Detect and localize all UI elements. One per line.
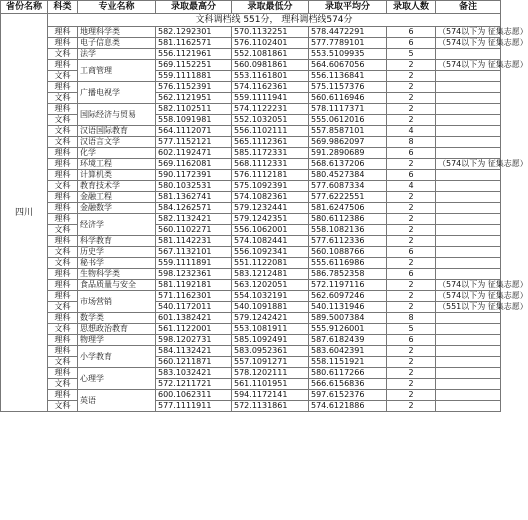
min-score-cell: 556.1062001 [232, 225, 309, 236]
count-cell: 8 [387, 313, 436, 324]
category-cell: 理科 [48, 346, 78, 357]
min-score-cell: 565.1112361 [232, 137, 309, 148]
table-row [1, 93, 501, 104]
category-cell: 理科 [48, 82, 78, 93]
count-cell: 6 [387, 148, 436, 159]
note-cell [436, 49, 501, 60]
count-cell: 8 [387, 137, 436, 148]
min-score-cell: 553.1081911 [232, 324, 309, 335]
major-cell: 地理科学类 [78, 27, 156, 38]
count-cell: 4 [387, 181, 436, 192]
table-row [1, 126, 501, 137]
avg-score-cell: 581.6247506 [309, 203, 387, 214]
table-row [1, 170, 501, 181]
major-cell: 科学教育 [78, 236, 156, 247]
note-cell: （574以下为 征集志愿） [436, 27, 501, 38]
max-score-cell: 581.1362741 [156, 192, 232, 203]
max-score-cell: 556.1121961 [156, 49, 232, 60]
min-score-cell: 557.1091271 [232, 357, 309, 368]
table-row [1, 247, 501, 258]
major-cell: 小学教育 [78, 346, 156, 368]
note-cell [436, 390, 501, 401]
table-row [1, 236, 501, 247]
major-cell: 金融工程 [78, 192, 156, 203]
table-row [1, 269, 501, 280]
header-avg-score: 录取平均分 [309, 1, 387, 14]
category-cell: 文科 [48, 379, 78, 390]
avg-score-cell: 564.6067056 [309, 60, 387, 71]
category-cell: 文科 [48, 324, 78, 335]
table-row [1, 401, 501, 412]
min-score-cell: 578.1202111 [232, 368, 309, 379]
min-score-cell: 576.1102401 [232, 38, 309, 49]
category-cell: 文科 [48, 126, 78, 137]
count-cell: 2 [387, 258, 436, 269]
category-cell: 理科 [48, 368, 78, 379]
avg-score-cell: 558.1082136 [309, 225, 387, 236]
note-cell: （574以下为 征集志愿） [436, 291, 501, 302]
note-cell [436, 170, 501, 181]
control-line-row [1, 14, 501, 27]
avg-score-cell: 577.6222551 [309, 192, 387, 203]
max-score-cell: 582.1292301 [156, 27, 232, 38]
count-cell: 2 [387, 214, 436, 225]
header-category: 科类 [48, 1, 78, 14]
note-cell: （551以下为 征集志愿） [436, 302, 501, 313]
category-cell: 文科 [48, 115, 78, 126]
note-cell [436, 324, 501, 335]
max-score-cell: 590.1172391 [156, 170, 232, 181]
min-score-cell: 563.1202051 [232, 280, 309, 291]
min-score-cell: 583.0952361 [232, 346, 309, 357]
major-cell: 食品质量与安全 [78, 280, 156, 291]
table-row [1, 192, 501, 203]
table-row [1, 379, 501, 390]
avg-score-cell: 562.6097246 [309, 291, 387, 302]
count-cell: 2 [387, 203, 436, 214]
table-row [1, 71, 501, 82]
min-score-cell: 579.1242351 [232, 214, 309, 225]
major-cell: 教育技术学 [78, 181, 156, 192]
note-cell [436, 335, 501, 346]
count-cell: 2 [387, 225, 436, 236]
count-cell: 2 [387, 71, 436, 82]
note-cell [436, 236, 501, 247]
max-score-cell: 540.1172011 [156, 302, 232, 313]
major-cell: 工商管理 [78, 60, 156, 82]
major-cell: 英语 [78, 390, 156, 412]
note-cell: （574以下为 征集志愿） [436, 60, 501, 71]
major-cell: 思想政治教育 [78, 324, 156, 335]
count-cell: 2 [387, 357, 436, 368]
note-cell [436, 126, 501, 137]
note-cell [436, 104, 501, 115]
avg-score-cell: 555.6116986 [309, 258, 387, 269]
header-province: 省份名称 [1, 1, 48, 14]
note-cell: （574以下为 征集志愿） [436, 38, 501, 49]
avg-score-cell: 586.7852358 [309, 269, 387, 280]
count-cell: 2 [387, 302, 436, 313]
header-count: 录取人数 [387, 1, 436, 14]
avg-score-cell: 574.6121886 [309, 401, 387, 412]
max-score-cell: 567.1132101 [156, 247, 232, 258]
major-cell: 汉语言文学 [78, 137, 156, 148]
avg-score-cell: 589.5007384 [309, 313, 387, 324]
count-cell: 6 [387, 247, 436, 258]
category-cell: 理科 [48, 236, 78, 247]
count-cell: 2 [387, 93, 436, 104]
note-cell [436, 247, 501, 258]
min-score-cell: 579.1242421 [232, 313, 309, 324]
note-cell [436, 346, 501, 357]
table-row [1, 104, 501, 115]
note-cell [436, 313, 501, 324]
table-row [1, 49, 501, 60]
table-row [1, 324, 501, 335]
max-score-cell: 580.1032531 [156, 181, 232, 192]
major-cell: 金融数学 [78, 203, 156, 214]
note-cell [436, 181, 501, 192]
table-row [1, 27, 501, 38]
count-cell: 2 [387, 115, 436, 126]
category-cell: 理科 [48, 335, 78, 346]
max-score-cell: 576.1152391 [156, 82, 232, 93]
note-cell [436, 269, 501, 280]
category-cell: 文科 [48, 357, 78, 368]
category-cell: 理科 [48, 291, 78, 302]
avg-score-cell: 580.4527384 [309, 170, 387, 181]
min-score-cell: 570.1132251 [232, 27, 309, 38]
count-cell: 6 [387, 27, 436, 38]
min-score-cell: 552.1081861 [232, 49, 309, 60]
max-score-cell: 582.1102511 [156, 104, 232, 115]
min-score-cell: 568.1112331 [232, 159, 309, 170]
count-cell: 4 [387, 126, 436, 137]
avg-score-cell: 575.1157376 [309, 82, 387, 93]
min-score-cell: 554.1032191 [232, 291, 309, 302]
header-note: 备注 [436, 1, 501, 14]
max-score-cell: 572.1211721 [156, 379, 232, 390]
count-cell: 5 [387, 49, 436, 60]
category-cell: 文科 [48, 401, 78, 412]
table-row [1, 280, 501, 291]
control-line: 文科调档线 551分， 理科调档线574分 [48, 14, 501, 27]
max-score-cell: 558.1091981 [156, 115, 232, 126]
max-score-cell: 581.1192181 [156, 280, 232, 291]
avg-score-cell: 591.2890689 [309, 148, 387, 159]
note-cell: （574以下为 征集志愿） [436, 159, 501, 170]
min-score-cell: 579.1232441 [232, 203, 309, 214]
max-score-cell: 569.1152251 [156, 60, 232, 71]
count-cell: 6 [387, 335, 436, 346]
table-row [1, 357, 501, 368]
avg-score-cell: 580.6112386 [309, 214, 387, 225]
min-score-cell: 560.0981861 [232, 60, 309, 71]
table-row [1, 390, 501, 401]
avg-score-cell: 572.1197116 [309, 280, 387, 291]
category-cell: 文科 [48, 258, 78, 269]
min-score-cell: 559.1111941 [232, 93, 309, 104]
avg-score-cell: 557.8587101 [309, 126, 387, 137]
count-cell: 2 [387, 379, 436, 390]
category-cell: 文科 [48, 49, 78, 60]
count-cell: 2 [387, 192, 436, 203]
table-row [1, 38, 501, 49]
table-row [1, 82, 501, 93]
avg-score-cell: 569.9862097 [309, 137, 387, 148]
count-cell: 2 [387, 346, 436, 357]
category-cell: 理科 [48, 313, 78, 324]
max-score-cell: 601.1382421 [156, 313, 232, 324]
max-score-cell: 571.1162301 [156, 291, 232, 302]
table-row [1, 203, 501, 214]
note-cell [436, 225, 501, 236]
min-score-cell: 575.1092391 [232, 181, 309, 192]
header-min-score: 录取最低分 [232, 1, 309, 14]
major-cell: 法学 [78, 49, 156, 60]
avg-score-cell: 560.6116946 [309, 93, 387, 104]
count-cell: 2 [387, 159, 436, 170]
table-row [1, 137, 501, 148]
max-score-cell: 577.1111911 [156, 401, 232, 412]
major-cell: 广播电视学 [78, 82, 156, 104]
table-row [1, 302, 501, 313]
avg-score-cell: 555.9126001 [309, 324, 387, 335]
count-cell: 6 [387, 170, 436, 181]
min-score-cell: 552.1032051 [232, 115, 309, 126]
category-cell: 文科 [48, 302, 78, 313]
avg-score-cell: 577.6087334 [309, 181, 387, 192]
category-cell: 理科 [48, 60, 78, 71]
category-cell: 理科 [48, 38, 78, 49]
note-cell [436, 82, 501, 93]
table-row [1, 291, 501, 302]
avg-score-cell: 578.4472291 [309, 27, 387, 38]
major-cell: 生物科学类 [78, 269, 156, 280]
avg-score-cell: 558.1151921 [309, 357, 387, 368]
avg-score-cell: 553.5109935 [309, 49, 387, 60]
category-cell: 理科 [48, 27, 78, 38]
note-cell [436, 137, 501, 148]
min-score-cell: 556.1102111 [232, 126, 309, 137]
category-cell: 理科 [48, 280, 78, 291]
header-max-score: 录取最高分 [156, 1, 232, 14]
max-score-cell: 584.1132421 [156, 346, 232, 357]
major-cell: 秘书学 [78, 258, 156, 269]
note-cell [436, 192, 501, 203]
note-cell [436, 93, 501, 104]
note-cell [436, 357, 501, 368]
max-score-cell: 598.1202731 [156, 335, 232, 346]
max-score-cell: 569.1162081 [156, 159, 232, 170]
table-row [1, 258, 501, 269]
category-cell: 理科 [48, 203, 78, 214]
category-cell: 理科 [48, 159, 78, 170]
max-score-cell: 602.1192471 [156, 148, 232, 159]
avg-score-cell: 556.1136841 [309, 71, 387, 82]
count-cell: 2 [387, 236, 436, 247]
avg-score-cell: 555.0612016 [309, 115, 387, 126]
max-score-cell: 564.1112071 [156, 126, 232, 137]
major-cell: 汉语国际教育 [78, 126, 156, 137]
avg-score-cell: 578.1117371 [309, 104, 387, 115]
min-score-cell: 594.1172141 [232, 390, 309, 401]
min-score-cell: 583.1212481 [232, 269, 309, 280]
min-score-cell: 585.1172331 [232, 148, 309, 159]
table-row [1, 346, 501, 357]
avg-score-cell: 577.6112336 [309, 236, 387, 247]
avg-score-cell: 566.6156836 [309, 379, 387, 390]
avg-score-cell: 568.6137206 [309, 159, 387, 170]
note-cell [436, 115, 501, 126]
max-score-cell: 600.1062311 [156, 390, 232, 401]
avg-score-cell: 583.6042391 [309, 346, 387, 357]
category-cell: 文科 [48, 247, 78, 258]
max-score-cell: 562.1121951 [156, 93, 232, 104]
note-cell [436, 148, 501, 159]
min-score-cell: 574.1082441 [232, 236, 309, 247]
major-cell: 计算机类 [78, 170, 156, 181]
note-cell [436, 401, 501, 412]
max-score-cell: 561.1122001 [156, 324, 232, 335]
category-cell: 理科 [48, 269, 78, 280]
header-major: 专业名称 [78, 1, 156, 14]
min-score-cell: 574.1082361 [232, 192, 309, 203]
count-cell: 6 [387, 269, 436, 280]
max-score-cell: 581.1142231 [156, 236, 232, 247]
major-cell: 化学 [78, 148, 156, 159]
min-score-cell: 572.1131861 [232, 401, 309, 412]
count-cell: 2 [387, 401, 436, 412]
category-cell: 文科 [48, 225, 78, 236]
avg-score-cell: 597.6152376 [309, 390, 387, 401]
major-cell: 国际经济与贸易 [78, 104, 156, 126]
table-row [1, 148, 501, 159]
min-score-cell: 551.1122081 [232, 258, 309, 269]
category-cell: 文科 [48, 71, 78, 82]
major-cell: 数学类 [78, 313, 156, 324]
category-cell: 文科 [48, 93, 78, 104]
category-cell: 理科 [48, 170, 78, 181]
count-cell: 2 [387, 60, 436, 71]
category-cell: 理科 [48, 148, 78, 159]
max-score-cell: 583.1032421 [156, 368, 232, 379]
note-cell [436, 214, 501, 225]
major-cell: 电子信息类 [78, 38, 156, 49]
avg-score-cell: 577.7789101 [309, 38, 387, 49]
note-cell [436, 368, 501, 379]
major-cell: 物理学 [78, 335, 156, 346]
min-score-cell: 585.1092491 [232, 335, 309, 346]
min-score-cell: 553.1161801 [232, 71, 309, 82]
count-cell: 2 [387, 368, 436, 379]
max-score-cell: 581.1162571 [156, 38, 232, 49]
major-cell: 历史学 [78, 247, 156, 258]
category-cell: 文科 [48, 181, 78, 192]
max-score-cell: 559.1111881 [156, 71, 232, 82]
max-score-cell: 560.1102271 [156, 225, 232, 236]
category-cell: 文科 [48, 137, 78, 148]
category-cell: 理科 [48, 104, 78, 115]
count-cell: 5 [387, 324, 436, 335]
note-cell [436, 203, 501, 214]
table-row [1, 214, 501, 225]
count-cell: 2 [387, 390, 436, 401]
min-score-cell: 574.1162361 [232, 82, 309, 93]
count-cell: 2 [387, 291, 436, 302]
table-row [1, 225, 501, 236]
max-score-cell: 577.1152121 [156, 137, 232, 148]
table-row [1, 335, 501, 346]
table-row [1, 159, 501, 170]
major-cell: 市场营销 [78, 291, 156, 313]
major-cell: 环境工程 [78, 159, 156, 170]
max-score-cell: 598.1232361 [156, 269, 232, 280]
min-score-cell: 561.1101951 [232, 379, 309, 390]
table-row [1, 60, 501, 71]
count-cell: 2 [387, 82, 436, 93]
province-cell: 四川 [1, 14, 48, 412]
max-score-cell: 559.1111891 [156, 258, 232, 269]
min-score-cell: 540.1091881 [232, 302, 309, 313]
table-row [1, 313, 501, 324]
avg-score-cell: 540.1131946 [309, 302, 387, 313]
note-cell: （574以下为 征集志愿） [436, 280, 501, 291]
count-cell: 6 [387, 38, 436, 49]
note-cell [436, 379, 501, 390]
count-cell: 2 [387, 280, 436, 291]
avg-score-cell: 580.6117266 [309, 368, 387, 379]
count-cell: 2 [387, 104, 436, 115]
table-row [1, 368, 501, 379]
table-row [1, 115, 501, 126]
category-cell: 理科 [48, 192, 78, 203]
note-cell [436, 258, 501, 269]
max-score-cell: 584.1262571 [156, 203, 232, 214]
category-cell: 理科 [48, 214, 78, 225]
header-row [1, 1, 501, 14]
avg-score-cell: 560.1088766 [309, 247, 387, 258]
min-score-cell: 576.1112181 [232, 170, 309, 181]
avg-score-cell: 587.6182439 [309, 335, 387, 346]
min-score-cell: 556.1092341 [232, 247, 309, 258]
category-cell: 理科 [48, 390, 78, 401]
major-cell: 心理学 [78, 368, 156, 390]
max-score-cell: 582.1132421 [156, 214, 232, 225]
max-score-cell: 560.1211871 [156, 357, 232, 368]
table-row [1, 181, 501, 192]
note-cell [436, 71, 501, 82]
major-cell: 经济学 [78, 214, 156, 236]
min-score-cell: 574.1122231 [232, 104, 309, 115]
